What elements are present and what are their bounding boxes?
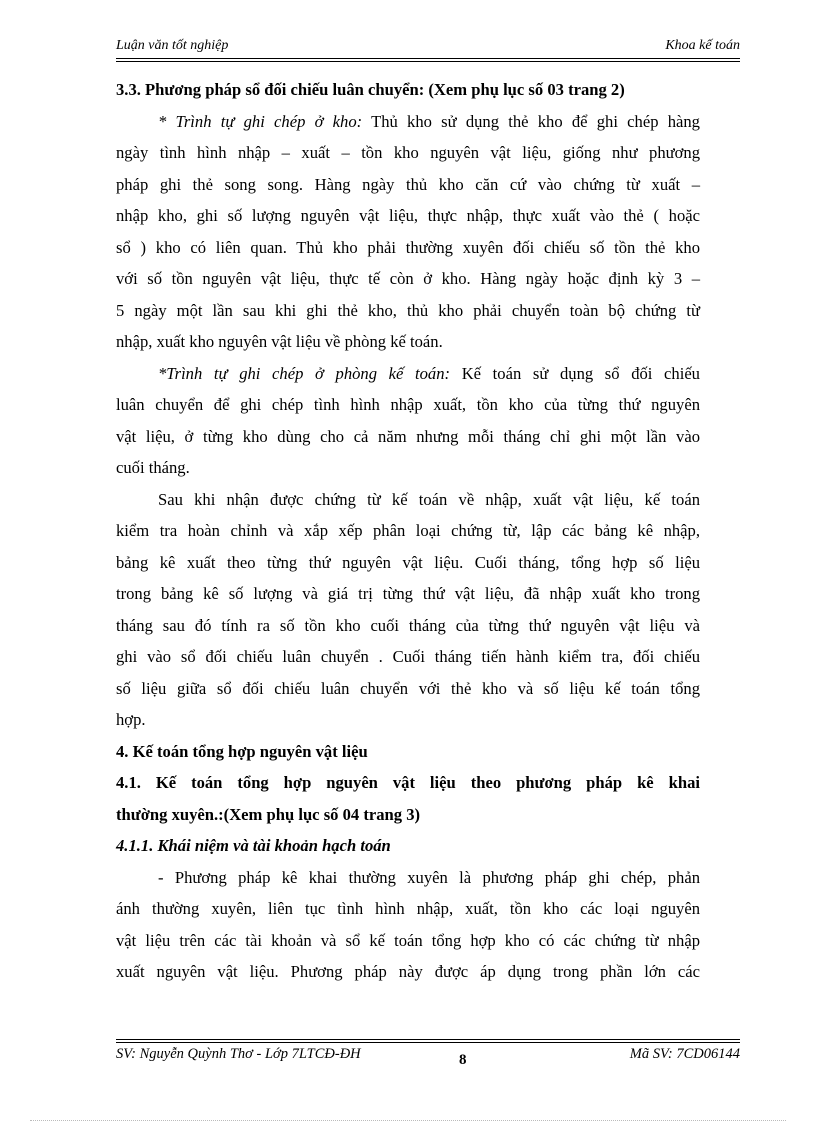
- paragraph-line: trong bảng kê số lượng và giá trị từng thứ vật liệu, đã nhập xuất kho trong: [116, 584, 700, 603]
- header-faculty-label: Khoa kế toán: [665, 38, 740, 53]
- paragraph-line: - Phương pháp kê khai thường xuyên là phương pháp ghi chép, phản: [158, 867, 700, 887]
- paragraph-text: Kế toán sử dụng sổ đối chiếu: [450, 363, 700, 383]
- paragraph-line: số liệu giữa sổ đối chiếu luân chuyển với thẻ kho và số liệu kế toán tổng: [116, 678, 700, 698]
- paragraph-accounting-lead: *Trình tự ghi chép ở phòng kế toán:: [158, 363, 451, 383]
- paragraph-warehouse-lead: * Trình tự ghi chép ở kho:: [158, 111, 363, 131]
- section-4-1-1-title: 4.1.1. Khái niệm và tài khoản hạch toán: [116, 836, 391, 855]
- paragraph-line: nhập, xuất kho nguyên vật liệu về phòng kế toán.: [116, 332, 443, 351]
- page-header: [116, 38, 740, 58]
- footer-student-id: Mã SV: 7CD06144: [629, 1046, 740, 1062]
- paragraph-line: với số tồn nguyên vật liệu, thực tế còn ở kho. Hàng ngày hoặc định kỳ 3 –: [116, 269, 700, 288]
- paragraph-line: ánh thường xuyên, liên tục tình hình nhập, xuất, tồn kho các loại nguyên: [116, 899, 700, 918]
- footer-student-label: SV: Nguyễn Quỳnh Thơ - Lớp 7LTCĐ-ĐH: [116, 1046, 361, 1062]
- page-bottom-border: [30, 1120, 786, 1121]
- paragraph-line: hợp.: [116, 710, 146, 729]
- header-rule-double: [116, 61, 740, 62]
- page-footer: [116, 1046, 740, 1070]
- paragraph-line: ngày tình hình nhập – xuất – tồn kho nguyên vật liệu, giống như phương: [116, 143, 700, 162]
- paragraph-line: tháng sau đó tính ra số tồn kho cuối tháng của từng thứ nguyên vật liệu và: [116, 615, 700, 635]
- paragraph-line: 5 ngày một lần sau khi ghi thẻ kho, thủ kho phải chuyển toàn bộ chứng từ: [116, 300, 700, 320]
- paragraph-line: vật liệu, ở từng kho dùng cho cả năm nhưng mỗi tháng chỉ ghi một lần vào: [116, 426, 700, 446]
- paragraph-line: kiểm tra hoàn chỉnh và xắp xếp phân loại chứng từ, lập các bảng kê nhập,: [116, 521, 700, 540]
- paragraph-line: ghi vào sổ đối chiếu luân chuyển . Cuối tháng tiến hành kiểm tra, đối chiếu: [116, 647, 700, 666]
- paragraph-line: bảng kê xuất theo từng thứ nguyên vật liệu. Cuối tháng, tổng hợp số liệu: [116, 552, 700, 572]
- header-thesis-label: Luận văn tốt nghiệp: [116, 38, 229, 53]
- paragraph-accounting-line: [116, 358, 700, 390]
- paragraph-warehouse-line: [116, 106, 700, 138]
- paragraph-line: nhập kho, ghi số lượng nguyên vật liệu, thực nhập, thực xuất vào thẻ ( hoặc: [116, 206, 700, 225]
- paragraph-line: luân chuyển để ghi chép tình hình nhập xuất, tồn kho của từng thứ nguyên: [116, 395, 700, 414]
- section-4-1-title: 4.1. Kế toán tổng hợp nguyên vật liệu theo phương pháp kê khai: [116, 773, 700, 792]
- paragraph-text: Thủ kho sử dụng thẻ kho để ghi chép hàng: [362, 111, 700, 131]
- header-rule: [116, 58, 740, 59]
- paragraph-line: Sau khi nhận được chứng từ kế toán về nhập, xuất vật liệu, kế toán: [158, 489, 700, 509]
- document-body: [116, 74, 700, 988]
- paragraph-line: pháp ghi thẻ song song. Hàng ngày thủ kho căn cứ vào chứng từ xuất –: [116, 174, 700, 194]
- section-4-title: 4. Kế toán tổng hợp nguyên vật liệu: [116, 741, 368, 761]
- section-4-1-title-cont: thường xuyên.:(Xem phụ lục số 04 trang 3): [116, 804, 421, 824]
- paragraph-line: sổ ) kho có liên quan. Thủ kho phải thường xuyên đối chiếu số tồn thẻ kho: [116, 237, 700, 257]
- paragraph-line: xuất nguyên vật liệu. Phương pháp này được áp dụng trong phần lớn các: [116, 962, 700, 981]
- page-number: 8: [459, 1052, 467, 1068]
- paragraph-line: vật liệu trên các tài khoản và sổ kế toán tổng hợp kho có các chứng từ nhập: [116, 930, 700, 950]
- footer-rule-double: [116, 1042, 740, 1043]
- paragraph-line: cuối tháng.: [116, 458, 190, 477]
- section-3-3-title: 3.3. Phương pháp sổ đối chiếu luân chuyển: (Xem phụ lục số 03 trang 2): [116, 80, 625, 99]
- footer-rule: [116, 1039, 740, 1040]
